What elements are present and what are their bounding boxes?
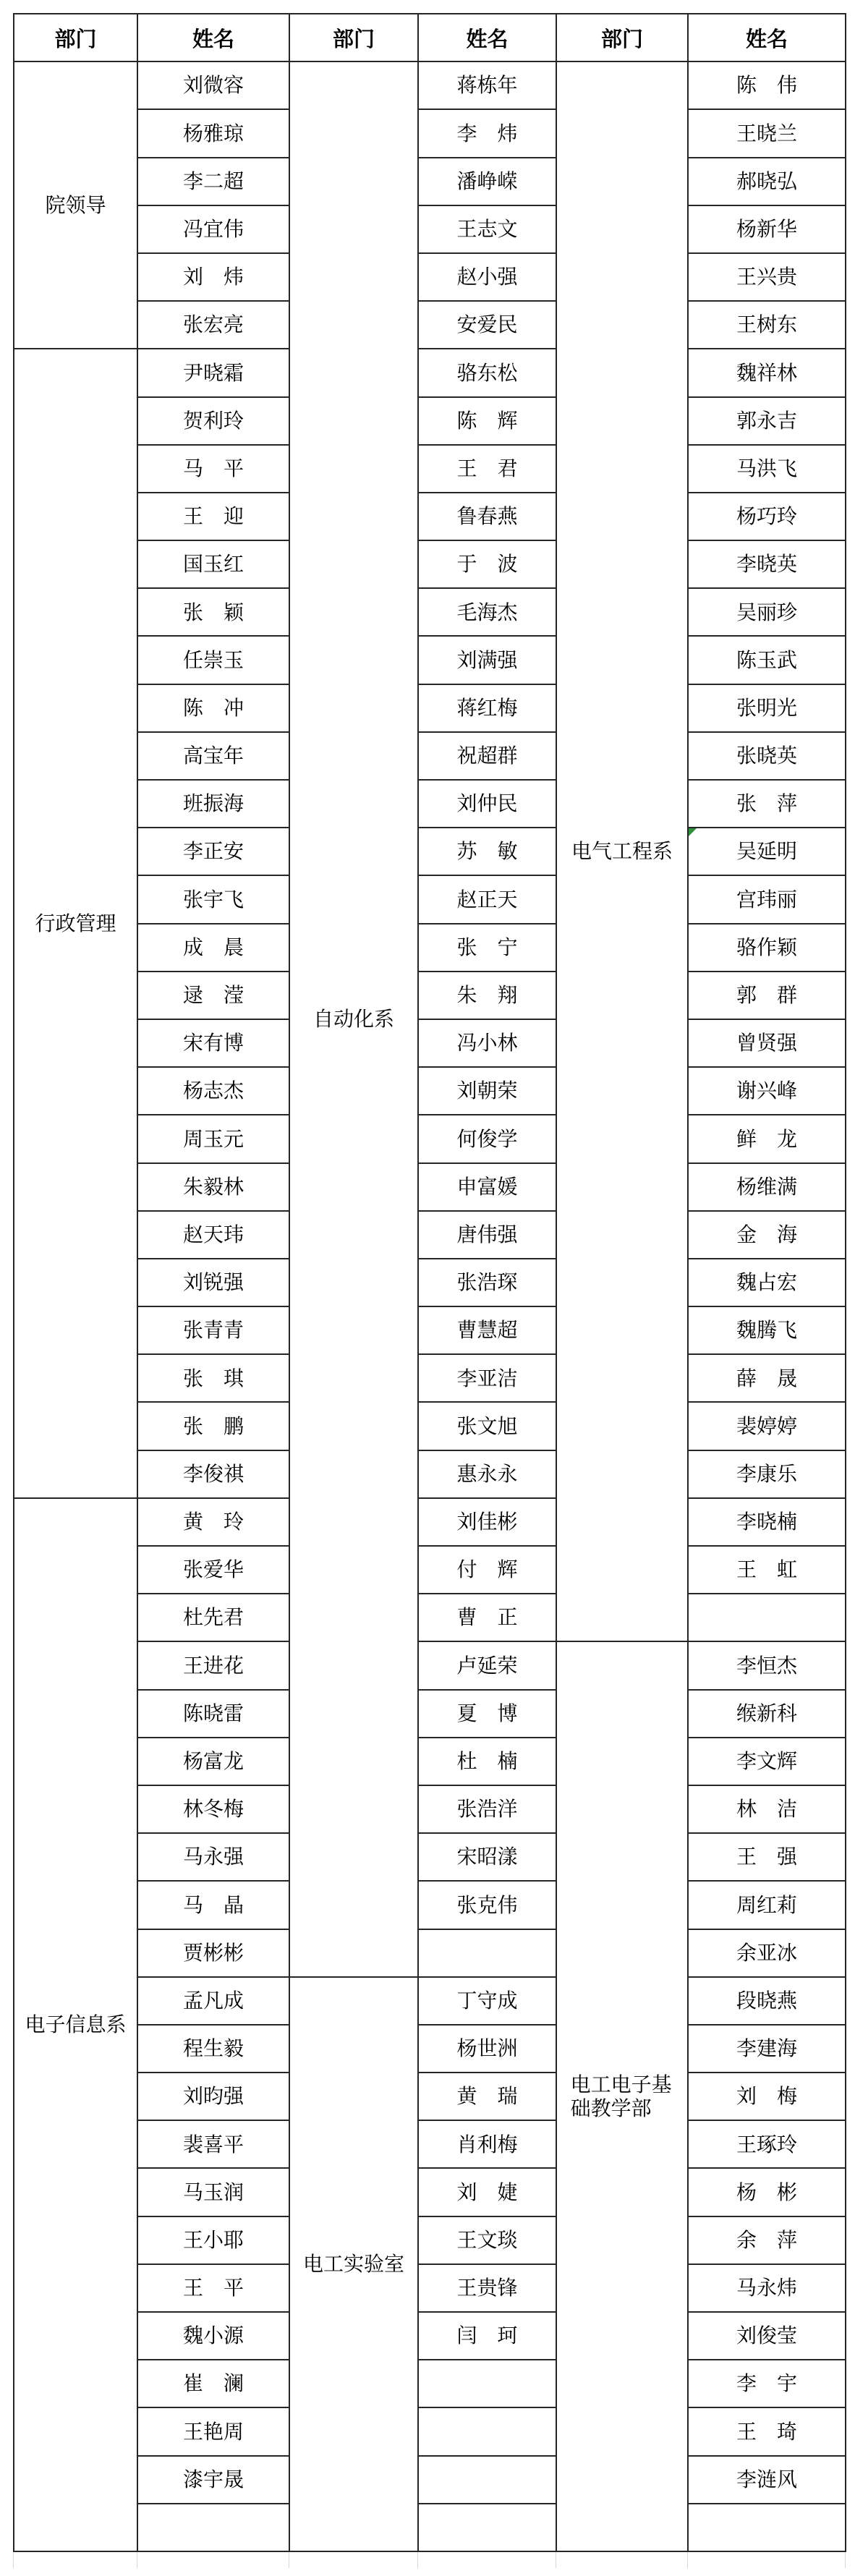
table-row [14, 1785, 846, 1833]
name-cell[interactable]: 宋昭漾 [418, 1833, 556, 1881]
table-row [14, 1402, 846, 1450]
name-cell[interactable]: 马永强 [137, 1833, 289, 1881]
name-cell[interactable]: 唐伟强 [418, 1211, 556, 1259]
name-cell[interactable]: 张 萍 [688, 780, 846, 828]
name-cell[interactable]: 何俊学 [418, 1115, 556, 1162]
table-row [14, 2216, 846, 2264]
name-cell[interactable]: 惠永永 [418, 1450, 556, 1498]
name-cell[interactable]: 张青青 [137, 1306, 289, 1354]
name-cell[interactable]: 王晓兰 [688, 109, 846, 157]
name-cell[interactable]: 郭永吉 [688, 397, 846, 445]
table-row [14, 1738, 846, 1785]
name-cell[interactable]: 余 萍 [688, 2216, 846, 2264]
table-row [14, 205, 846, 253]
name-cell[interactable]: 李恒杰 [688, 1641, 846, 1689]
name-cell[interactable]: 朱 翔 [418, 972, 556, 1019]
name-cell[interactable]: 李康乐 [688, 1450, 846, 1498]
table-row [14, 2312, 846, 2360]
name-cell[interactable]: 夏 博 [418, 1690, 556, 1738]
name-cell[interactable]: 付 辉 [418, 1546, 556, 1594]
name-cell[interactable]: 缑新科 [688, 1690, 846, 1738]
name-cell[interactable]: 丁守成 [418, 1977, 556, 2025]
empty-gridline-cell[interactable] [137, 2552, 289, 2568]
name-cell[interactable]: 王兴贵 [688, 253, 846, 301]
name-cell[interactable]: 马 平 [137, 445, 289, 493]
name-cell[interactable]: 王文琰 [418, 2216, 556, 2264]
name-cell[interactable]: 刘朝荣 [418, 1067, 556, 1115]
name-cell[interactable]: 林冬梅 [137, 1785, 289, 1833]
name-cell[interactable]: 刘锐强 [137, 1259, 289, 1306]
name-cell[interactable]: 祝超群 [418, 732, 556, 780]
name-cell[interactable]: 魏占宏 [688, 1259, 846, 1306]
name-cell[interactable]: 杨巧玲 [688, 493, 846, 540]
empty-cell[interactable] [418, 2407, 556, 2455]
name-cell[interactable]: 贺利玲 [137, 397, 289, 445]
name-cell[interactable]: 李亚洁 [418, 1354, 556, 1402]
name-cell[interactable]: 漆宇晟 [137, 2456, 289, 2504]
name-cell[interactable]: 魏腾飞 [688, 1306, 846, 1354]
table-row [14, 1881, 846, 1929]
name-cell[interactable]: 李俊祺 [137, 1450, 289, 1498]
name-cell[interactable]: 黄 瑞 [418, 2073, 556, 2120]
table-row [14, 1115, 846, 1162]
name-cell[interactable]: 朱毅林 [137, 1163, 289, 1211]
name-cell[interactable]: 黄 玲 [137, 1498, 289, 1546]
table-row [14, 349, 846, 396]
name-cell[interactable]: 逯 滢 [137, 972, 289, 1019]
name-cell[interactable]: 薛 晟 [688, 1354, 846, 1402]
header-name[interactable]: 姓名 [688, 14, 846, 61]
table-row [14, 1354, 846, 1402]
department-cell[interactable]: 行政管理 [14, 349, 137, 1498]
name-cell[interactable]: 李 宇 [688, 2360, 846, 2407]
name-cell[interactable]: 刘 婕 [418, 2168, 556, 2216]
name-cell[interactable]: 鲜 龙 [688, 1115, 846, 1162]
name-cell[interactable]: 杜先君 [137, 1594, 289, 1641]
name-cell[interactable]: 谢兴峰 [688, 1067, 846, 1115]
table-row [14, 253, 846, 301]
table-row [14, 2504, 846, 2551]
table-row [14, 1690, 846, 1738]
table-row [14, 875, 846, 923]
name-cell[interactable] [688, 828, 846, 875]
name-text: 吴延明 [736, 839, 797, 864]
name-cell[interactable]: 王志文 [418, 205, 556, 253]
table-row [14, 636, 846, 684]
name-cell[interactable]: 李晓英 [688, 540, 846, 588]
name-cell[interactable]: 余亚冰 [688, 1929, 846, 1977]
department-label: 电工电子基础教学部 [570, 2072, 672, 2121]
name-cell[interactable]: 李涟风 [688, 2456, 846, 2504]
table-row [14, 109, 846, 157]
name-cell[interactable]: 赵小强 [418, 253, 556, 301]
name-cell[interactable]: 张 颖 [137, 588, 289, 636]
empty-gridline-cell[interactable] [556, 2552, 688, 2568]
empty-cell[interactable] [688, 1594, 846, 1641]
name-cell[interactable]: 金 海 [688, 1211, 846, 1259]
gridline-row-cells [14, 2552, 846, 2568]
name-cell[interactable]: 张浩洋 [418, 1785, 556, 1833]
header-department[interactable]: 部门 [289, 14, 418, 61]
name-cell[interactable]: 潘峥嵘 [418, 158, 556, 205]
name-cell[interactable]: 王艳周 [137, 2407, 289, 2455]
name-cell[interactable]: 赵天玮 [137, 1211, 289, 1259]
name-cell[interactable]: 刘佳彬 [418, 1498, 556, 1546]
name-cell[interactable]: 杜 楠 [418, 1738, 556, 1785]
name-cell[interactable]: 曹慧超 [418, 1306, 556, 1354]
name-cell[interactable]: 程生毅 [137, 2025, 289, 2073]
name-cell[interactable]: 肖利梅 [418, 2120, 556, 2168]
name-cell[interactable]: 林 洁 [688, 1785, 846, 1833]
name-cell[interactable]: 王 平 [137, 2264, 289, 2312]
table-row [14, 2120, 846, 2168]
name-cell[interactable]: 马洪飞 [688, 445, 846, 493]
name-cell[interactable]: 陈 冲 [137, 684, 289, 732]
table-row [14, 732, 846, 780]
name-cell[interactable]: 刘 炜 [137, 253, 289, 301]
name-cell[interactable]: 张 鹏 [137, 1402, 289, 1450]
table-row [14, 2407, 846, 2455]
name-cell[interactable]: 周玉元 [137, 1115, 289, 1162]
name-cell[interactable]: 孟凡成 [137, 1977, 289, 2025]
table-row [14, 301, 846, 349]
name-cell[interactable]: 郭 群 [688, 972, 846, 1019]
name-cell[interactable]: 于 波 [418, 540, 556, 588]
table-row [14, 1977, 846, 2025]
table-row [14, 1929, 846, 1977]
name-cell[interactable]: 任崇玉 [137, 636, 289, 684]
table-row [14, 397, 846, 445]
name-cell[interactable]: 骆作颖 [688, 924, 846, 972]
name-cell[interactable]: 刘满强 [418, 636, 556, 684]
error-indicator-icon [689, 828, 697, 836]
table-row [14, 2168, 846, 2216]
department-cell[interactable]: 电工实验室 [289, 1977, 418, 2551]
name-cell[interactable]: 王树东 [688, 301, 846, 349]
table-row [14, 2264, 846, 2312]
table-row [14, 1546, 846, 1594]
name-cell[interactable]: 魏小源 [137, 2312, 289, 2360]
name-cell[interactable]: 蒋栋年 [418, 61, 556, 109]
name-cell[interactable]: 陈晓雷 [137, 1690, 289, 1738]
table-row [14, 1833, 846, 1881]
department-cell[interactable]: 院领导 [14, 61, 137, 349]
name-cell[interactable]: 郝晓弘 [688, 158, 846, 205]
name-cell[interactable]: 杨富龙 [137, 1738, 289, 1785]
name-cell[interactable]: 陈 伟 [688, 61, 846, 109]
name-cell[interactable]: 蒋红梅 [418, 684, 556, 732]
name-cell[interactable]: 成 晨 [137, 924, 289, 972]
name-cell[interactable]: 陈 辉 [418, 397, 556, 445]
name-cell[interactable]: 张晓英 [688, 732, 846, 780]
name-cell[interactable]: 张克伟 [418, 1881, 556, 1929]
name-cell[interactable]: 赵正天 [418, 875, 556, 923]
name-cell[interactable]: 吴丽珍 [688, 588, 846, 636]
table-row [14, 1306, 846, 1354]
staff-table [13, 13, 846, 2552]
name-cell[interactable]: 王 迎 [137, 493, 289, 540]
table-row [14, 445, 846, 493]
name-cell[interactable]: 尹晓霜 [137, 349, 289, 396]
name-cell[interactable]: 李文辉 [688, 1738, 846, 1785]
name-cell[interactable]: 杨维满 [688, 1163, 846, 1211]
table-row [14, 1259, 846, 1306]
name-cell[interactable]: 魏祥林 [688, 349, 846, 396]
table-row [14, 1211, 846, 1259]
name-cell[interactable]: 李正安 [137, 828, 289, 875]
department-cell[interactable] [556, 1641, 688, 2551]
name-cell[interactable]: 申富媛 [418, 1163, 556, 1211]
name-cell[interactable]: 曹 正 [418, 1594, 556, 1641]
department-cell[interactable]: 电气工程系 [556, 61, 688, 1641]
name-cell[interactable]: 曾贤强 [688, 1019, 846, 1067]
name-cell[interactable]: 张宇飞 [137, 875, 289, 923]
name-cell[interactable]: 王 琦 [688, 2407, 846, 2455]
table-row [14, 1594, 846, 1641]
name-cell[interactable]: 马玉润 [137, 2168, 289, 2216]
name-cell[interactable]: 杨世洲 [418, 2025, 556, 2073]
name-cell[interactable]: 卢延荣 [418, 1641, 556, 1689]
header-department[interactable]: 部门 [14, 14, 137, 61]
name-cell[interactable]: 王 强 [688, 1833, 846, 1881]
empty-cell[interactable] [418, 1929, 556, 1977]
name-cell[interactable]: 张宏亮 [137, 301, 289, 349]
name-cell[interactable]: 杨志杰 [137, 1067, 289, 1115]
table-row [14, 924, 846, 972]
name-cell[interactable]: 高宝年 [137, 732, 289, 780]
name-cell[interactable]: 杨新华 [688, 205, 846, 253]
table-row [14, 540, 846, 588]
name-cell[interactable]: 张明光 [688, 684, 846, 732]
table-row [14, 972, 846, 1019]
name-cell[interactable]: 裴婷婷 [688, 1402, 846, 1450]
name-cell[interactable]: 杨雅琼 [137, 109, 289, 157]
table-row [14, 2025, 846, 2073]
name-cell[interactable]: 王贵锋 [418, 2264, 556, 2312]
header-row [14, 14, 846, 61]
name-cell[interactable]: 张浩琛 [418, 1259, 556, 1306]
name-cell[interactable]: 裴喜平 [137, 2120, 289, 2168]
table-row [14, 61, 846, 109]
name-cell[interactable]: 骆东松 [418, 349, 556, 396]
name-cell[interactable]: 王进花 [137, 1641, 289, 1689]
name-cell[interactable]: 冯小林 [418, 1019, 556, 1067]
table-row [14, 684, 846, 732]
name-cell[interactable]: 苏 敏 [418, 828, 556, 875]
name-cell[interactable]: 崔 澜 [137, 2360, 289, 2407]
name-cell[interactable]: 冯宜伟 [137, 205, 289, 253]
empty-cell[interactable] [418, 2360, 556, 2407]
table-row [14, 828, 846, 875]
name-cell[interactable]: 张文旭 [418, 1402, 556, 1450]
name-cell[interactable]: 毛海杰 [418, 588, 556, 636]
table-row [14, 1641, 846, 1689]
name-cell[interactable]: 周红莉 [688, 1881, 846, 1929]
name-cell[interactable]: 王琢玲 [688, 2120, 846, 2168]
name-cell[interactable]: 王小耶 [137, 2216, 289, 2264]
name-cell[interactable]: 王 虹 [688, 1546, 846, 1594]
name-cell[interactable]: 贾彬彬 [137, 1929, 289, 1977]
name-cell[interactable]: 马 晶 [137, 1881, 289, 1929]
name-cell[interactable]: 鲁春燕 [418, 493, 556, 540]
name-cell[interactable]: 安爱民 [418, 301, 556, 349]
name-cell[interactable]: 张 宁 [418, 924, 556, 972]
table-row [14, 2073, 846, 2120]
name-cell[interactable]: 段晓燕 [688, 1977, 846, 2025]
table-row [14, 2360, 846, 2407]
department-cell[interactable]: 自动化系 [289, 61, 418, 1977]
empty-gridline-cell[interactable] [418, 2552, 556, 2568]
name-cell[interactable]: 宋有博 [137, 1019, 289, 1067]
name-cell[interactable]: 宫玮丽 [688, 875, 846, 923]
table-row [14, 2456, 846, 2504]
empty-gridline-cell[interactable] [688, 2552, 846, 2568]
name-cell[interactable]: 张 琪 [137, 1354, 289, 1402]
header-department[interactable]: 部门 [556, 14, 688, 61]
gridline-row [13, 2552, 846, 2568]
empty-cell[interactable] [418, 2456, 556, 2504]
name-cell[interactable]: 李二超 [137, 158, 289, 205]
spreadsheet-view [13, 13, 846, 2568]
empty-cell[interactable] [688, 2504, 846, 2551]
table-row [14, 1450, 846, 1498]
table-row [14, 780, 846, 828]
table-row [14, 493, 846, 540]
empty-cell[interactable] [418, 2504, 556, 2551]
name-cell[interactable]: 国玉红 [137, 540, 289, 588]
name-cell[interactable]: 陈玉武 [688, 636, 846, 684]
empty-gridline-cell[interactable] [289, 2552, 418, 2568]
name-cell[interactable]: 刘俊莹 [688, 2312, 846, 2360]
table-row [14, 1019, 846, 1067]
name-cell[interactable]: 班振海 [137, 780, 289, 828]
empty-gridline-cell[interactable] [14, 2552, 137, 2568]
name-cell[interactable]: 刘昀强 [137, 2073, 289, 2120]
name-cell[interactable]: 李晓楠 [688, 1498, 846, 1546]
name-cell[interactable]: 王 君 [418, 445, 556, 493]
name-cell[interactable]: 刘微容 [137, 61, 289, 109]
name-cell[interactable]: 马永炜 [688, 2264, 846, 2312]
name-cell[interactable]: 张爱华 [137, 1546, 289, 1594]
table-row [14, 1067, 846, 1115]
department-cell[interactable]: 电子信息系 [14, 1498, 137, 2551]
table-row [14, 1498, 846, 1546]
table-row [14, 588, 846, 636]
empty-cell[interactable] [137, 2504, 289, 2551]
name-cell[interactable]: 李 炜 [418, 109, 556, 157]
table-row [14, 1163, 846, 1211]
header-name[interactable]: 姓名 [418, 14, 556, 61]
header-name[interactable]: 姓名 [137, 14, 289, 61]
name-cell[interactable]: 刘 梅 [688, 2073, 846, 2120]
name-cell[interactable]: 杨 彬 [688, 2168, 846, 2216]
name-cell[interactable]: 刘仲民 [418, 780, 556, 828]
name-cell[interactable]: 闫 珂 [418, 2312, 556, 2360]
name-cell[interactable]: 李建海 [688, 2025, 846, 2073]
table-row [14, 158, 846, 205]
